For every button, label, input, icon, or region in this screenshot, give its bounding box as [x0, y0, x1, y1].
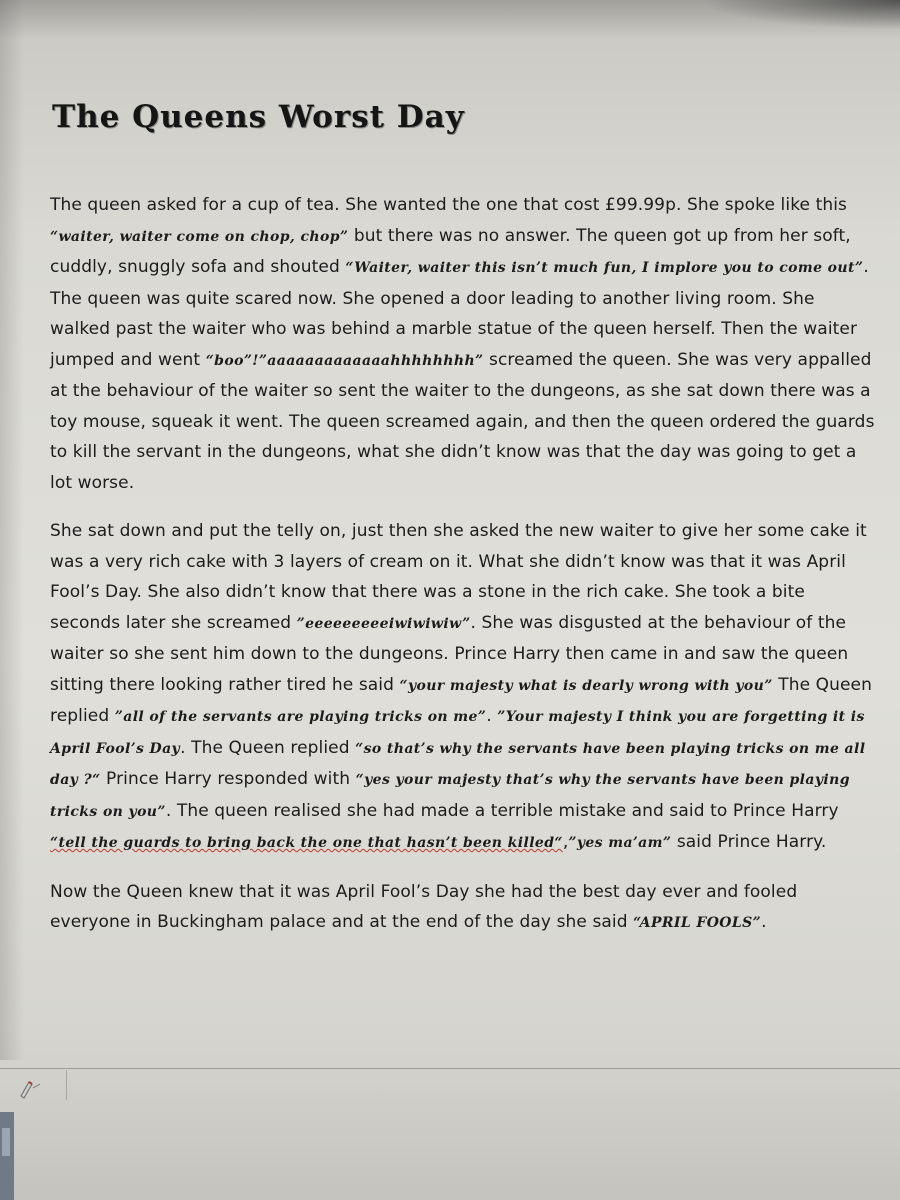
text-run: . The queen was quite scared now. She opened a door leading to another living room. She walked past the waiter who was behind a marble statue of the queen herself. Then the waiter jumped and went — [50, 257, 869, 370]
blackletter-run: “your majesty what is dearly wrong with you” — [399, 677, 773, 694]
blackletter-run: “Waiter, waiter this isn’t much fun, I implore you to come out” — [345, 260, 864, 276]
document-title: The Queens Worst Day — [52, 99, 465, 135]
text-run: screamed the queen. She was very appalled at the behaviour of the waiter so sent the waiter to the dungeons, as she sat down there was a toy mouse, squeak it went. The queen screamed again, and then the queen ordered the guards to kill the servant in the dungeons, what she didn’t know was that the day was going to get a lot worse. — [50, 349, 875, 493]
text-run: . The queen realised she had made a terrible mistake and said to Prince Harry — [165, 800, 839, 821]
text-run: but there was no answer. The queen got up from her soft, cuddly, snuggly sofa and shouted — [50, 225, 851, 277]
blackletter-run: “waiter, waiter come on chop, chop” — [50, 228, 349, 245]
blackletter-run: ”yes ma’am” — [568, 835, 672, 851]
text-run: The queen asked for a cup of tea. She wanted the one that cost £99.99p. She spoke like this — [50, 195, 848, 215]
text-run: . — [486, 706, 498, 726]
blackletter-run: ”all of the servants are playing tricks on me” — [114, 709, 487, 725]
window-bottom-frame — [0, 1060, 900, 1200]
text-run: . The Queen replied — [180, 737, 356, 758]
side-panel-tab[interactable] — [0, 1112, 14, 1200]
blackletter-run: “APRIL FOOLS” — [633, 915, 762, 931]
text-run: . She was disgusted at the behaviour of the waiter so she sent him down to the dungeons. Prince Harry then came in and saw the queen sitting there looking rather tired he said — [50, 612, 849, 695]
margin-marker — [66, 1070, 67, 1100]
text-run: Prince Harry responded with — [100, 769, 356, 789]
edit-cursor-icon — [18, 1078, 44, 1100]
text-run: Now the Queen knew that it was April Fool’s Day she had the best day ever and fooled everyone in Buckingham palace and at the end of the day she said — [50, 881, 798, 932]
text-run: said Prince Harry. — [671, 832, 827, 852]
left-shadow — [0, 0, 24, 1200]
blackletter-run: “yes your majesty that’s why the servants have been playing tricks on you” — [50, 772, 850, 820]
document-body[interactable] — [50, 95, 880, 957]
paragraph-3 — [50, 877, 880, 939]
paragraph-1 — [50, 190, 880, 498]
text-run: The Queen replied — [50, 674, 872, 726]
blackletter-run: “so that’s why the servants have been playing tricks on me all day ?“ — [50, 740, 866, 788]
text-run: , — [562, 832, 569, 852]
text-run: . — [761, 912, 767, 932]
blackletter-run: ”eeeeeeeeeiwiwiwiw” — [296, 615, 471, 632]
blackletter-run-misspelled: “tell the guards to bring back the one that hasn’t been killed“ — [50, 835, 563, 851]
page-edge-line — [0, 1068, 900, 1069]
text-run: She sat down and put the telly on, just then she asked the new waiter to give her some cake it was a very rich cake with 3 layers of cream on it. What she didn’t know was that it was April Fool’s Day. She also didn’t know that there was a stone in the rich cake. She took a bite seconds later she screamed — [50, 521, 867, 633]
side-panel-handle[interactable] — [2, 1128, 10, 1156]
corner-shadow — [700, 0, 900, 30]
blackletter-run: ”Your majesty I think you are forgetting it is April Fool’s Day — [50, 709, 865, 757]
paragraph-2 — [50, 516, 880, 859]
blackletter-run: “boo”!”aaaaaaaaaaaaahhhhhhhh” — [205, 352, 484, 369]
